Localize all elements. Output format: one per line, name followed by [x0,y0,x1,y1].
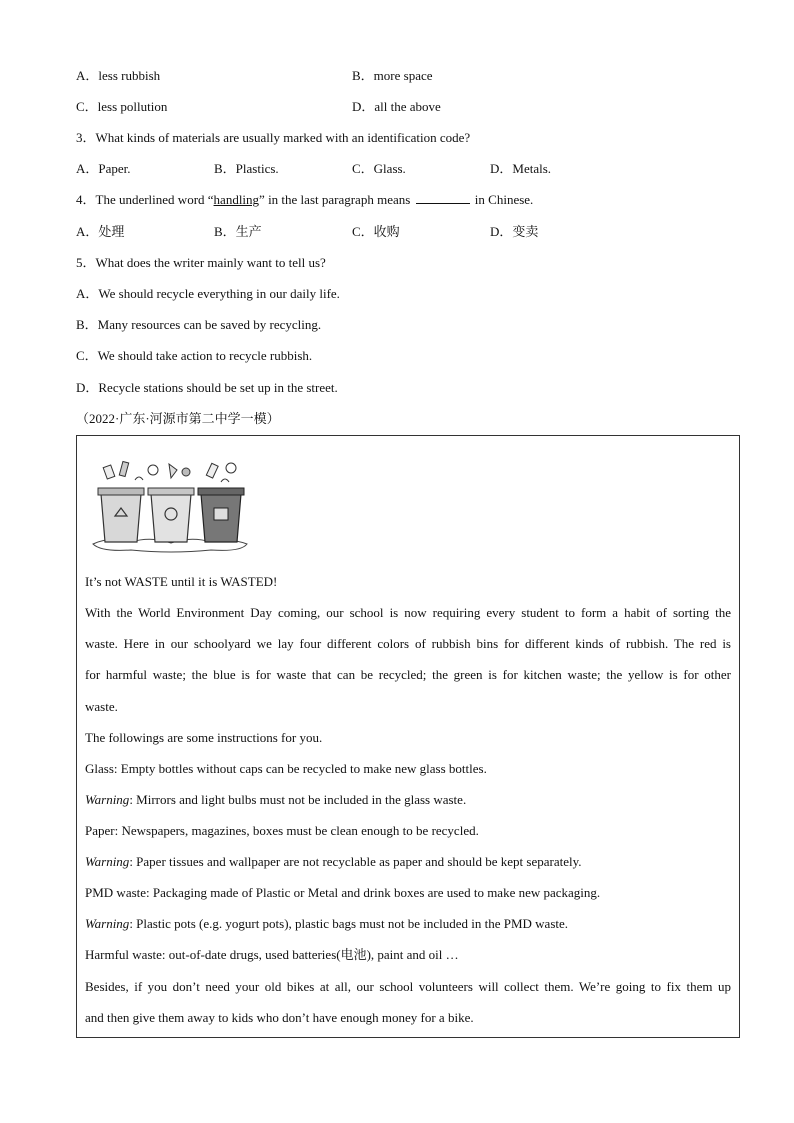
q4-option-b: B．生产 [214,224,262,239]
reading-passage-box [76,435,740,1038]
passage-title: It’s not WASTE until it is WASTED! [85,574,278,589]
recycling-bins-illustration [91,456,251,556]
q3-option-a: A．Paper. [76,161,131,176]
passage-pmd: PMD waste: Packaging made of Plastic or Metal and drink boxes are used to make new packaging. [85,885,601,900]
q2-option-d: D．all the above [352,99,441,114]
passage-paper-warning: Warning: Paper tissues and wallpaper are not recyclable as paper and should be kept separately. [85,854,582,869]
q5-option-c: C．We should take action to recycle rubbish. [76,348,313,363]
passage-p1-line2: waste. Here in our schoolyard we lay four different colors of rubbish bins for different kinds of rubbish. The red is [85,636,731,651]
q4-option-a: A．处理 [76,224,125,239]
passage-glass-warning: Warning: Mirrors and light bulbs must not be included in the glass waste. [85,792,467,807]
passage-p1-line4: waste. [85,699,118,714]
q4-answer-blank [416,192,470,204]
source-label: （2022·广东·河源市第二中学一模） [76,411,280,426]
q2-option-c: C．less pollution [76,99,168,114]
q4-tail: in Chinese. [474,192,534,207]
q5-option-a: A．We should recycle everything in our daily life. [76,286,340,301]
q4-prefix: 4．The underlined word “ [76,192,214,207]
q2-option-a: A．less rubbish [76,68,161,83]
q4-question [76,192,533,208]
q5-question: 5．What does the writer mainly want to tell us? [76,255,326,270]
q3-question: 3．What kinds of materials are usually marked with an identification code? [76,130,471,145]
passage-pmd-warning: Warning: Plastic pots (e.g. yogurt pots), plastic bags must not be included in the PMD waste. [85,916,569,931]
q4-option-d: D．变卖 [490,224,539,239]
q5-option-d: D．Recycle stations should be set up in the street. [76,380,338,395]
passage-glass: Glass: Empty bottles without caps can be recycled to make new glass bottles. [85,761,487,776]
q4-underlined-word: handling [213,192,260,207]
q4-option-c: C．收购 [352,224,400,239]
q3-option-c: C．Glass. [352,161,406,176]
q3-option-b: B．Plastics. [214,161,279,176]
q3-option-d: D．Metals. [490,161,552,176]
passage-p1-line1: With the World Environment Day coming, our school is now requiring every student to form a habit of sorting the [85,605,731,620]
passage-paper: Paper: Newspapers, magazines, boxes must be clean enough to be recycled. [85,823,479,838]
passage-p1-line3: for harmful waste; the blue is for waste that can be recycled; the green is for kitchen waste; the yellow is for other [85,667,731,682]
warning-label: Warning [85,854,130,869]
q4-suffix: ” in the last paragraph means [259,192,411,207]
passage-harmful: Harmful waste: out-of-date drugs, used batteries(电池), paint and oil … [85,947,459,962]
q2-option-b: B．more space [352,68,433,83]
warning-label: Warning [85,792,130,807]
passage-intro: The followings are some instructions for you. [85,730,323,745]
passage-last-line2: and then give them away to kids who don’t have enough money for a bike. [85,1010,474,1025]
passage-last-line1: Besides, if you don’t need your old bikes at all, our school volunteers will collect them. We’re going to fix them up [85,979,731,994]
q5-option-b: B．Many resources can be saved by recycling. [76,317,322,332]
warning-label: Warning [85,916,130,931]
